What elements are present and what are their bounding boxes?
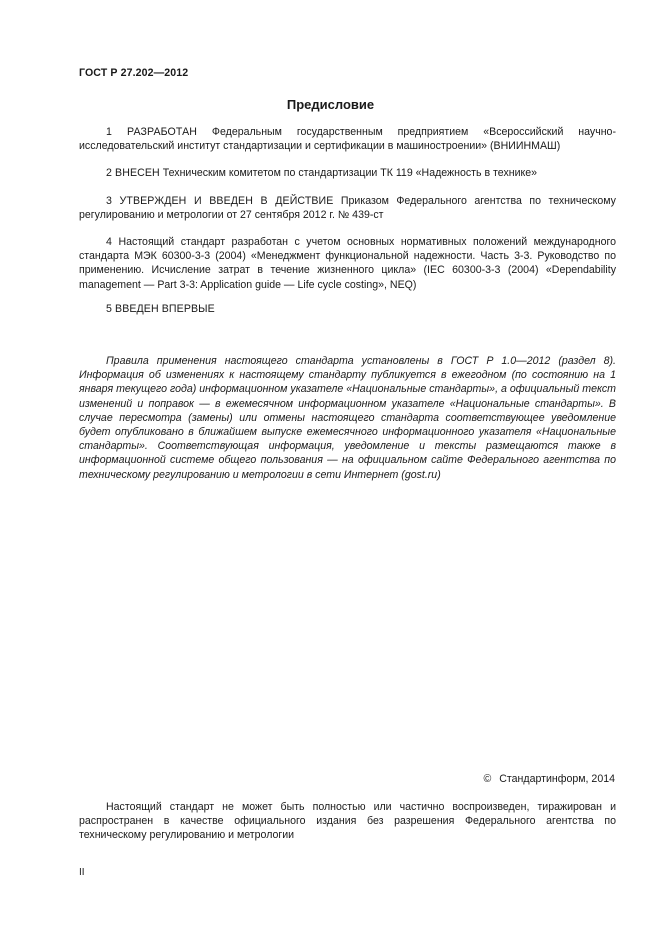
item-text: Настоящий стандарт разработан с учетом основных нормативных положений международного стандарта МЭК 60300-3-3 (2004) «Менеджмент функциональной надежности. Часть 3-3. Руководство по применению. Исчисление затрат в течение жизненного цикла» (IEC 60300-3-3 (2004) «Dependability management — Part 3-3: Application guide — Life cycle costing», NEQ) — [79, 236, 616, 291]
copyright-icon: © — [483, 773, 492, 785]
item-lead: 4 — [106, 236, 112, 248]
copyright-holder: Стандартинформ, 2014 — [499, 773, 615, 785]
item-text: Федеральным государственным предприятием «Всероссийский научно-исследовательский институт стандартизации и сертификации в машиностроении» (ВНИИНМАШ) — [79, 126, 616, 153]
item-lead: 5 ВВЕДЕН ВПЕРВЫЕ — [106, 303, 215, 315]
application-rules-notice: Правила применения настоящего стандарта установлены в ГОСТ Р 1.0—2012 (раздел 8). Информация об изменениях к настоящему стандарту публикуется в ежегодном (по состоянию на 1 января текущего года) информационном указателе «Национальные стандарты», а официальный текст изменений и поправок — в ежемесячном информационном указателе «Национальные стандарты». В случае пересмотра (замены) или отмены настоящего стандарта соответствующее уведомление будет опубликовано в ближайшем выпуске ежемесячного информационного указателя «Национальные стандарты». Соответствующая информация, уведомление и тексты размещаются также в информационной системе общего пользования — на официальном сайте Федерального агентства по техническому регулированию и метрологии в сети Интернет (gost.ru) — [79, 355, 616, 481]
page-number: II — [79, 867, 85, 878]
foreword-item-developed — [79, 125, 616, 153]
item-lead: 3 УТВЕРЖДЕН И ВВЕДЕН В ДЕЙСТВИЕ — [106, 195, 334, 207]
copyright-line — [483, 772, 615, 786]
document-id: ГОСТ Р 27.202—2012 — [79, 67, 189, 79]
foreword-item-introduced — [79, 166, 616, 180]
reproduction-notice: Настоящий стандарт не может быть полностью или частично воспроизведен, тиражирован и распространен в качестве официального издания без разрешения Федерального агентства по техническому регулированию и метрологии — [79, 801, 616, 842]
item-text: Приказом Федерального агентства по техническому регулированию и метрологии от 27 сентября 2012 г. № 439-ст — [79, 195, 616, 222]
item-text: Техническим комитетом по стандартизации ТК 119 «Надежность в технике» — [159, 167, 538, 179]
item-lead: 1 РАЗРАБОТАН — [106, 126, 198, 138]
foreword-item-first-introduced — [79, 302, 616, 316]
foreword-item-approved — [79, 194, 616, 222]
page-title: Предисловие — [286, 97, 375, 112]
foreword-item-basis — [79, 235, 616, 292]
item-lead: 2 ВНЕСЕН — [106, 167, 160, 179]
